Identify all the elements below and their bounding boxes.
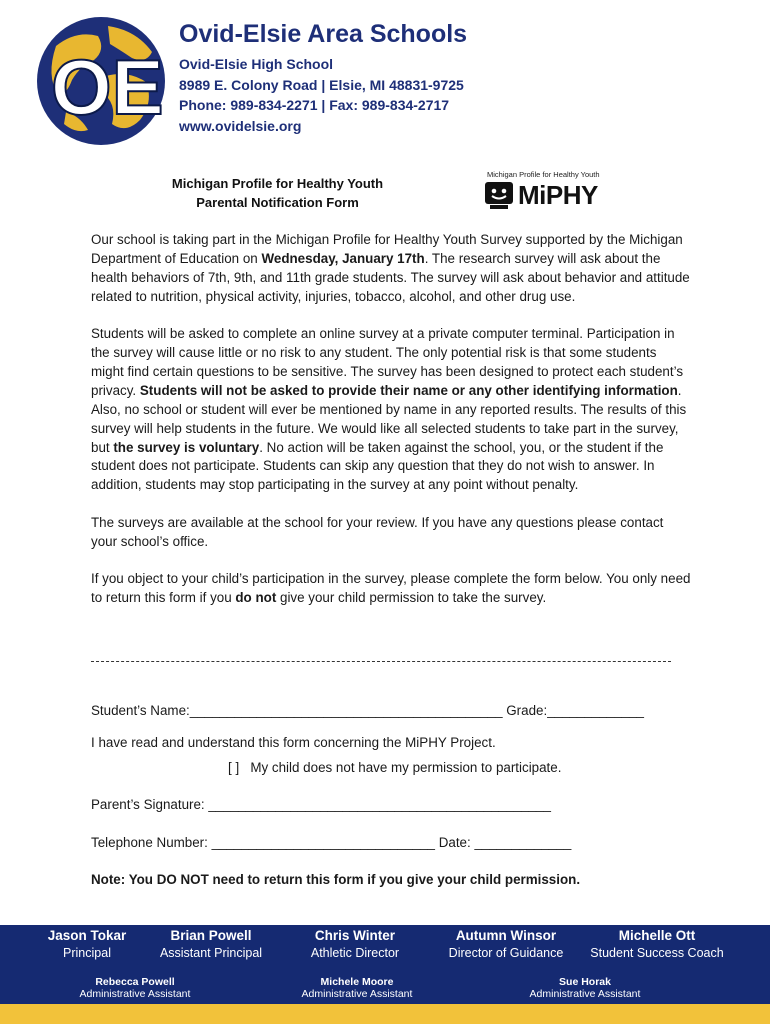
text-span: . The research survey will ask about the health behaviors of 7th, 9th, and 11th grade students. The survey will ask about behavior and attitude related to nutrition, physical activity, injuries, tobacco, alcohol, and other drug use. <box>91 250 690 304</box>
assistant-title: Administrative Assistant <box>529 988 641 1000</box>
staff-name: Michelle Ott <box>618 928 696 943</box>
form-title-line1: Michigan Profile for Healthy Youth <box>171 176 384 191</box>
acknowledgement-text: I have read and understand this form concerning the MiPHY Project. <box>91 735 496 750</box>
school-name: Ovid-Elsie Area Schools <box>179 20 468 48</box>
school-logo <box>36 16 166 146</box>
letter-body <box>91 231 691 626</box>
staff-name: Brian Powell <box>170 928 252 943</box>
staff-member <box>146 928 276 960</box>
school-website[interactable]: www.ovidelsie.org <box>179 117 302 134</box>
form-title <box>140 175 415 212</box>
student-name-field[interactable]: Student’s Name:__________________________________________ Grade:_____________ <box>91 703 645 718</box>
text-span: If you object to your child’s participation in the survey, please complete the form below. You only need to return this form if you <box>91 571 691 605</box>
staff-member <box>438 928 574 960</box>
staff-name: Autumn Winsor <box>455 928 557 943</box>
staff-member <box>290 928 420 960</box>
text-span: . Also, no school or student will ever be mentioned by name in any reported results. The results of this survey will help students in the future. We would like all selected students to take part in the survey, but <box>91 382 687 455</box>
privacy-emphasis: Students will not be asked to provide their name or any other identifying information <box>139 382 678 398</box>
assistant-member <box>510 976 660 1000</box>
permission-label: My child does not have my permission to participate. <box>250 760 562 775</box>
computer-icon <box>484 181 514 211</box>
miphy-logo <box>478 166 598 218</box>
telephone-date-field[interactable]: Telephone Number: ______________________________ Date: _____________ <box>91 835 572 850</box>
school-phone: Phone: 989-834-2271 | Fax: 989-834-2717 <box>179 97 450 113</box>
staff-name: Jason Tokar <box>47 928 127 943</box>
return-note: Note: You DO NOT need to return this form if you give your child permission. <box>91 872 581 887</box>
parent-signature-field[interactable]: Parent’s Signature: ______________________________________________ <box>91 797 551 812</box>
assistant-member <box>60 976 210 1000</box>
school-info <box>179 54 464 136</box>
assistant-name: Michele Moore <box>320 976 394 988</box>
assistant-name: Rebecca Powell <box>95 976 175 988</box>
logo-text: OE <box>51 43 164 131</box>
do-not-emphasis: do not <box>235 590 277 605</box>
footer-gold-stripe <box>0 1004 770 1024</box>
text-span: give your child permission to take the survey. <box>276 590 547 605</box>
staff-title: Student Success Coach <box>590 946 724 960</box>
survey-date: Wednesday, January 17th <box>261 250 425 266</box>
text-span: Our school is taking part in the Michigan Profile for Healthy Youth Survey supported by the Michigan Department of Education on <box>91 232 683 266</box>
assistant-title: Administrative Assistant <box>79 988 191 1000</box>
assistant-member <box>282 976 432 1000</box>
staff-title: Athletic Director <box>310 946 400 960</box>
form-title-line2: Parental Notification Form <box>196 194 359 210</box>
permission-checkbox-row[interactable] <box>228 760 561 775</box>
text-span: . No action will be taken against the school, you, or the student if the student does not participate. Students can skip any question that they do not wish to answer. In addition, students may stop participating in the survey at any point without penalty. <box>91 439 664 493</box>
assistant-name: Sue Horak <box>559 976 611 988</box>
text-span: Students will be asked to complete an online survey at a private computer terminal. Participation in the survey will cause little or no risk to any student. The only potential risk is that some students might find certain questions to be sensitive. The survey has been designed to protect each student’s privacy. <box>91 326 684 398</box>
miphy-logo-tagline: Michigan Profile for Healthy Youth <box>487 170 600 179</box>
permission-checkbox[interactable]: [ ] <box>228 760 240 775</box>
school-address: 8989 E. Colony Road | Elsie, MI 48831-9725 <box>179 76 464 93</box>
paragraph-intro <box>91 231 691 307</box>
paragraph-object <box>91 570 691 608</box>
staff-title: Assistant Principal <box>159 946 263 960</box>
staff-name: Chris Winter <box>314 928 396 943</box>
staff-title: Principal <box>63 946 111 960</box>
staff-member <box>28 928 146 960</box>
paragraph-review: The surveys are available at the school for your review. If you have any questions please contact your school’s office. <box>91 514 664 549</box>
staff-title: Director of Guidance <box>448 946 564 960</box>
cut-line <box>91 661 671 662</box>
school-subname: Ovid-Elsie High School <box>179 56 334 72</box>
voluntary-emphasis: the survey is voluntary <box>113 439 260 455</box>
paragraph-privacy <box>91 325 691 495</box>
miphy-logo-text: MiPHY <box>518 180 598 210</box>
staff-member <box>584 928 730 960</box>
assistant-title: Administrative Assistant <box>301 988 413 1000</box>
